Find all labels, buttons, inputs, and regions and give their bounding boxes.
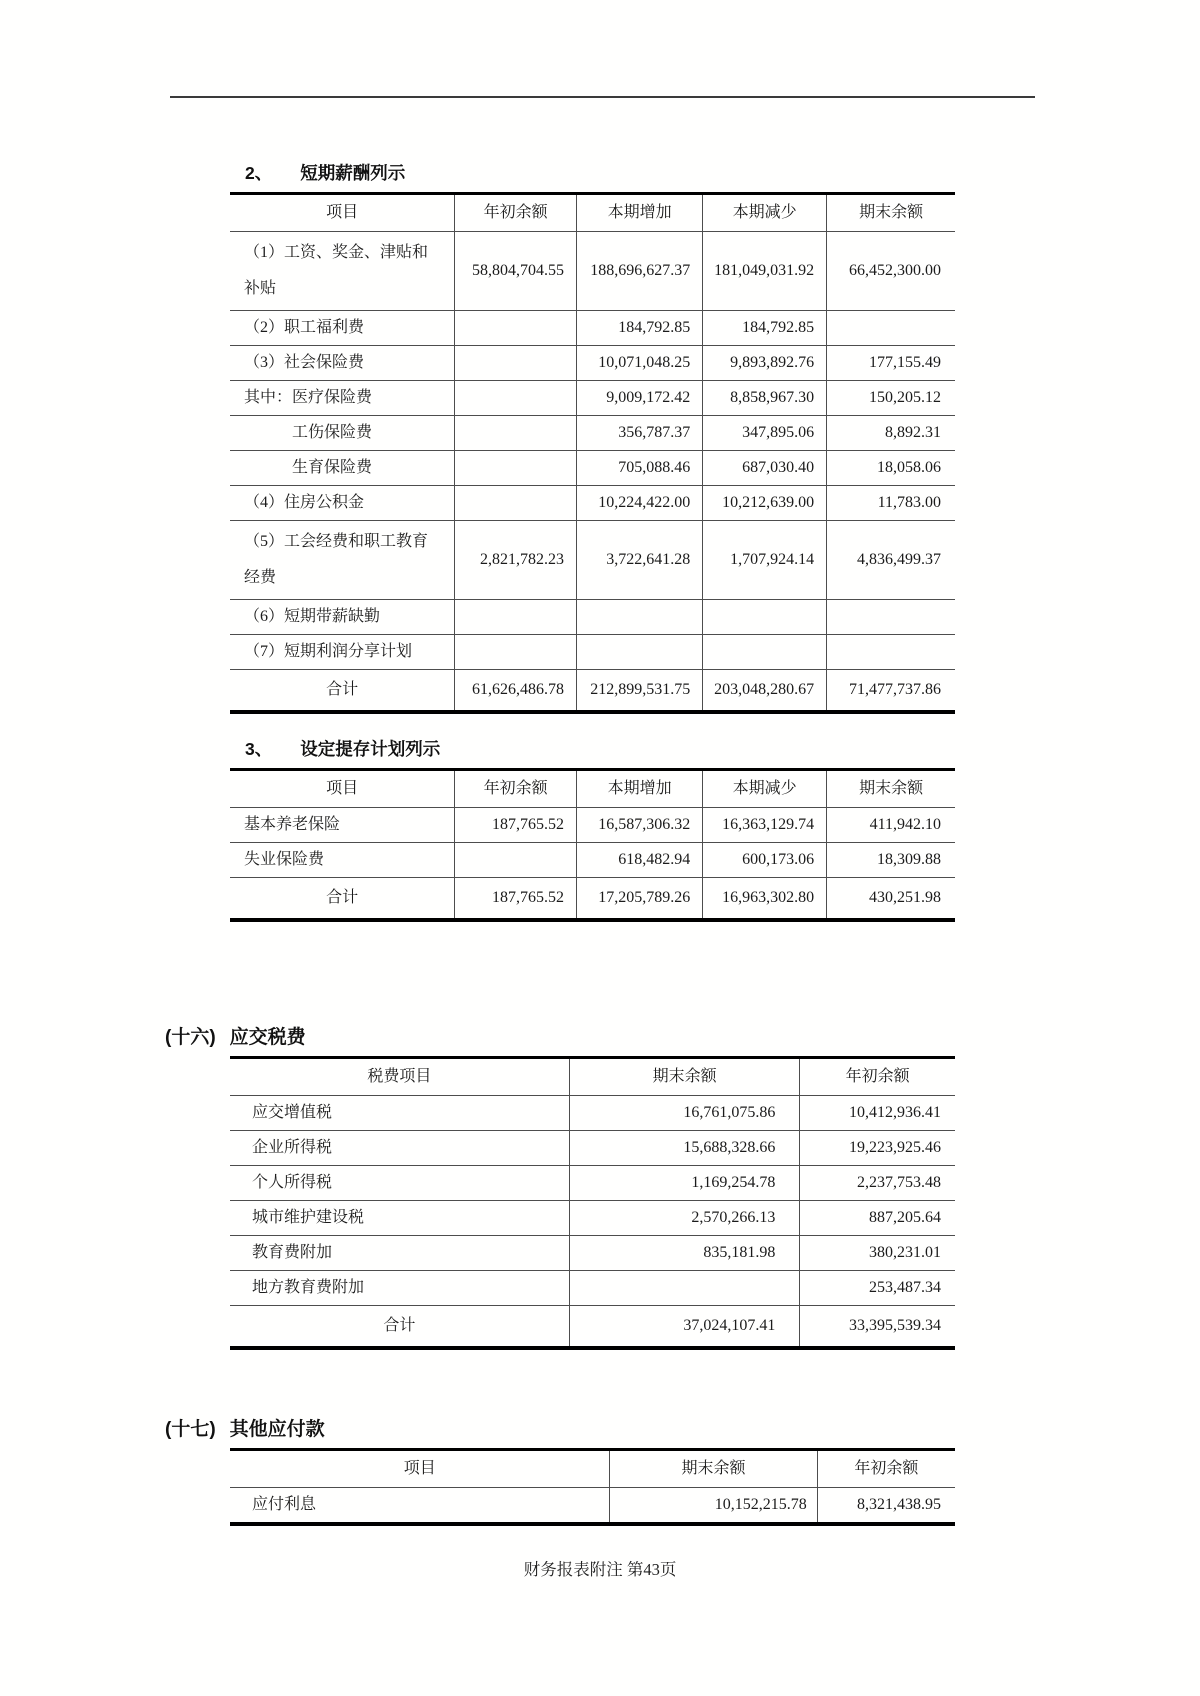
row-label: 基本养老保险 bbox=[230, 808, 455, 843]
table-row bbox=[230, 232, 955, 311]
cell-value: 705,088.46 bbox=[577, 451, 703, 486]
cell-value: 10,412,936.41 bbox=[800, 1096, 955, 1131]
cell-value: 2,570,266.13 bbox=[569, 1201, 800, 1236]
table-row bbox=[230, 416, 955, 451]
section-title: 设定提存计划列示 bbox=[300, 739, 441, 759]
page-footer: 财务报表附注 第43页 bbox=[523, 1560, 677, 1579]
cell-value bbox=[455, 381, 577, 416]
cell-value: 181,049,031.92 bbox=[703, 232, 827, 311]
row-label: 地方教育费附加 bbox=[230, 1271, 569, 1306]
table-row bbox=[230, 521, 955, 600]
other-payables-table bbox=[230, 1448, 955, 1526]
column-header: 期末余额 bbox=[569, 1058, 800, 1096]
cell-value: 203,048,280.67 bbox=[703, 670, 827, 713]
cell-value bbox=[577, 600, 703, 635]
row-label: （1）工资、奖金、津贴和补贴 bbox=[230, 232, 455, 311]
row-label: 工伤保险费 bbox=[230, 416, 455, 451]
row-label: （7）短期利润分享计划 bbox=[230, 635, 455, 670]
table-row bbox=[230, 878, 955, 921]
cell-value: 17,205,789.26 bbox=[577, 878, 703, 921]
cell-value bbox=[827, 600, 955, 635]
row-label: 城市维护建设税 bbox=[230, 1201, 569, 1236]
cell-value bbox=[577, 635, 703, 670]
cell-value: 430,251.98 bbox=[869, 889, 941, 906]
cell-value bbox=[455, 635, 577, 670]
row-label: 企业所得税 bbox=[230, 1131, 569, 1166]
column-header: 年初余额 bbox=[817, 1450, 955, 1488]
cell-value: 61,626,486.78 bbox=[455, 670, 577, 713]
column-header: 本期增加 bbox=[577, 770, 703, 808]
table-row bbox=[230, 346, 955, 381]
cell-value: 16,363,129.74 bbox=[703, 808, 827, 843]
cell-value: 18,058.06 bbox=[827, 451, 955, 486]
row-label: 合计 bbox=[230, 670, 455, 713]
cell-value bbox=[455, 311, 577, 346]
section-heading-taxes-payable bbox=[165, 1022, 1200, 1049]
cell-value: 184,792.85 bbox=[577, 311, 703, 346]
table-row bbox=[230, 381, 955, 416]
column-header: 项目 bbox=[230, 1450, 610, 1488]
cell-value: 16,587,306.32 bbox=[577, 808, 703, 843]
cell-value bbox=[455, 451, 577, 486]
row-label: 合计 bbox=[230, 878, 455, 921]
row-label: 应付利息 bbox=[230, 1488, 610, 1525]
section-number: (十七) bbox=[165, 1419, 216, 1440]
cell-value: 8,321,438.95 bbox=[857, 1496, 941, 1513]
column-header: 期末余额 bbox=[610, 1450, 817, 1488]
section-number: 3、 bbox=[245, 739, 273, 759]
cell-value: 9,009,172.42 bbox=[577, 381, 703, 416]
column-header: 期末余额 bbox=[827, 770, 955, 808]
cell-value bbox=[455, 600, 577, 635]
cell-value: 2,237,753.48 bbox=[800, 1166, 955, 1201]
cell-value: 33,395,539.34 bbox=[849, 1317, 941, 1334]
cell-value: 8,892.31 bbox=[827, 416, 955, 451]
cell-value: 10,071,048.25 bbox=[577, 346, 703, 381]
cell-value bbox=[455, 843, 577, 878]
cell-value: 16,963,302.80 bbox=[703, 878, 827, 921]
cell-value bbox=[455, 346, 577, 381]
section-title: 短期薪酬列示 bbox=[300, 163, 406, 183]
table-row bbox=[230, 451, 955, 486]
cell-value: 37,024,107.41 bbox=[569, 1306, 800, 1349]
cell-value: 618,482.94 bbox=[577, 843, 703, 878]
table-row bbox=[230, 1306, 955, 1349]
cell-value: 835,181.98 bbox=[569, 1236, 800, 1271]
cell-value: 11,783.00 bbox=[827, 486, 955, 521]
defined-contribution-table bbox=[230, 768, 955, 922]
row-label: （4）住房公积金 bbox=[230, 486, 455, 521]
table-row bbox=[230, 670, 955, 713]
table-row bbox=[230, 1166, 955, 1201]
row-label: 合计 bbox=[230, 1306, 569, 1349]
column-header: 税费项目 bbox=[230, 1058, 569, 1096]
section-title: 其他应付款 bbox=[229, 1419, 325, 1440]
column-header: 年初余额 bbox=[800, 1058, 955, 1096]
section-title: 应交税费 bbox=[229, 1027, 306, 1048]
cell-value: 2,821,782.23 bbox=[455, 521, 577, 600]
section-heading-other-payables bbox=[165, 1414, 1200, 1441]
cell-value: 8,858,967.30 bbox=[703, 381, 827, 416]
row-label: （5）工会经费和职工教育经费 bbox=[230, 521, 455, 600]
row-label: 个人所得税 bbox=[230, 1166, 569, 1201]
cell-value: 71,477,737.86 bbox=[849, 681, 941, 698]
row-label: 生育保险费 bbox=[230, 451, 455, 486]
header-row bbox=[230, 1450, 955, 1488]
column-header: 项目 bbox=[230, 194, 455, 232]
table-row bbox=[230, 1271, 955, 1306]
column-header: 年初余额 bbox=[455, 770, 577, 808]
column-header: 项目 bbox=[230, 770, 455, 808]
cell-value: 66,452,300.00 bbox=[827, 232, 955, 311]
cell-value: 188,696,627.37 bbox=[577, 232, 703, 311]
table-row bbox=[230, 1488, 955, 1525]
cell-value: 212,899,531.75 bbox=[577, 670, 703, 713]
table-row bbox=[230, 1201, 955, 1236]
row-label: 其中：医疗保险费 bbox=[230, 381, 455, 416]
section-heading-defined-contribution bbox=[245, 736, 1200, 761]
cell-value bbox=[703, 600, 827, 635]
cell-value: 356,787.37 bbox=[577, 416, 703, 451]
cell-value: 16,761,075.86 bbox=[569, 1096, 800, 1131]
cell-value: 380,231.01 bbox=[800, 1236, 955, 1271]
row-label: （3）社会保险费 bbox=[230, 346, 455, 381]
cell-value: 600,173.06 bbox=[703, 843, 827, 878]
cell-value bbox=[455, 486, 577, 521]
row-label: （2）职工福利费 bbox=[230, 311, 455, 346]
row-label: 教育费附加 bbox=[230, 1236, 569, 1271]
page-top-rule bbox=[170, 96, 1035, 98]
row-label: 失业保险费 bbox=[230, 843, 455, 878]
cell-value: 253,487.34 bbox=[800, 1271, 955, 1306]
cell-value bbox=[827, 311, 955, 346]
cell-value: 177,155.49 bbox=[827, 346, 955, 381]
column-header: 本期减少 bbox=[703, 194, 827, 232]
table-row bbox=[230, 808, 955, 843]
cell-value: 150,205.12 bbox=[827, 381, 955, 416]
cell-value: 10,224,422.00 bbox=[577, 486, 703, 521]
row-label: （6）短期带薪缺勤 bbox=[230, 600, 455, 635]
cell-value bbox=[569, 1271, 800, 1306]
cell-value: 3,722,641.28 bbox=[577, 521, 703, 600]
cell-value: 4,836,499.37 bbox=[827, 521, 955, 600]
column-header: 年初余额 bbox=[455, 194, 577, 232]
cell-value: 58,804,704.55 bbox=[455, 232, 577, 311]
table-row bbox=[230, 843, 955, 878]
cell-value: 15,688,328.66 bbox=[569, 1131, 800, 1166]
section-number: 2、 bbox=[245, 163, 273, 183]
taxes-payable-table bbox=[230, 1056, 955, 1350]
cell-value: 187,765.52 bbox=[455, 808, 577, 843]
cell-value: 18,309.88 bbox=[827, 843, 955, 878]
cell-value: 1,707,924.14 bbox=[703, 521, 827, 600]
table-row bbox=[230, 486, 955, 521]
column-header: 本期增加 bbox=[577, 194, 703, 232]
cell-value bbox=[827, 635, 955, 670]
row-label: 应交增值税 bbox=[230, 1096, 569, 1131]
cell-value: 19,223,925.46 bbox=[800, 1131, 955, 1166]
cell-value: 887,205.64 bbox=[800, 1201, 955, 1236]
table-row bbox=[230, 1131, 955, 1166]
cell-value: 411,942.10 bbox=[827, 808, 955, 843]
header-row bbox=[230, 194, 955, 232]
short-term-compensation-table bbox=[230, 192, 955, 714]
table-row bbox=[230, 1096, 955, 1131]
header-row bbox=[230, 770, 955, 808]
table-row bbox=[230, 635, 955, 670]
cell-value bbox=[455, 416, 577, 451]
cell-value: 347,895.06 bbox=[703, 416, 827, 451]
column-header: 期末余额 bbox=[827, 194, 955, 232]
cell-value bbox=[703, 635, 827, 670]
header-row bbox=[230, 1058, 955, 1096]
column-header: 本期减少 bbox=[703, 770, 827, 808]
cell-value: 9,893,892.76 bbox=[703, 346, 827, 381]
cell-value: 687,030.40 bbox=[703, 451, 827, 486]
table-row bbox=[230, 1236, 955, 1271]
cell-value: 10,152,215.78 bbox=[610, 1488, 817, 1525]
cell-value: 10,212,639.00 bbox=[703, 486, 827, 521]
cell-value: 184,792.85 bbox=[703, 311, 827, 346]
cell-value: 187,765.52 bbox=[455, 878, 577, 921]
table-row bbox=[230, 311, 955, 346]
section-number: (十六) bbox=[165, 1027, 216, 1048]
table-row bbox=[230, 600, 955, 635]
section-heading-short-term-compensation bbox=[245, 160, 1200, 185]
cell-value: 1,169,254.78 bbox=[569, 1166, 800, 1201]
